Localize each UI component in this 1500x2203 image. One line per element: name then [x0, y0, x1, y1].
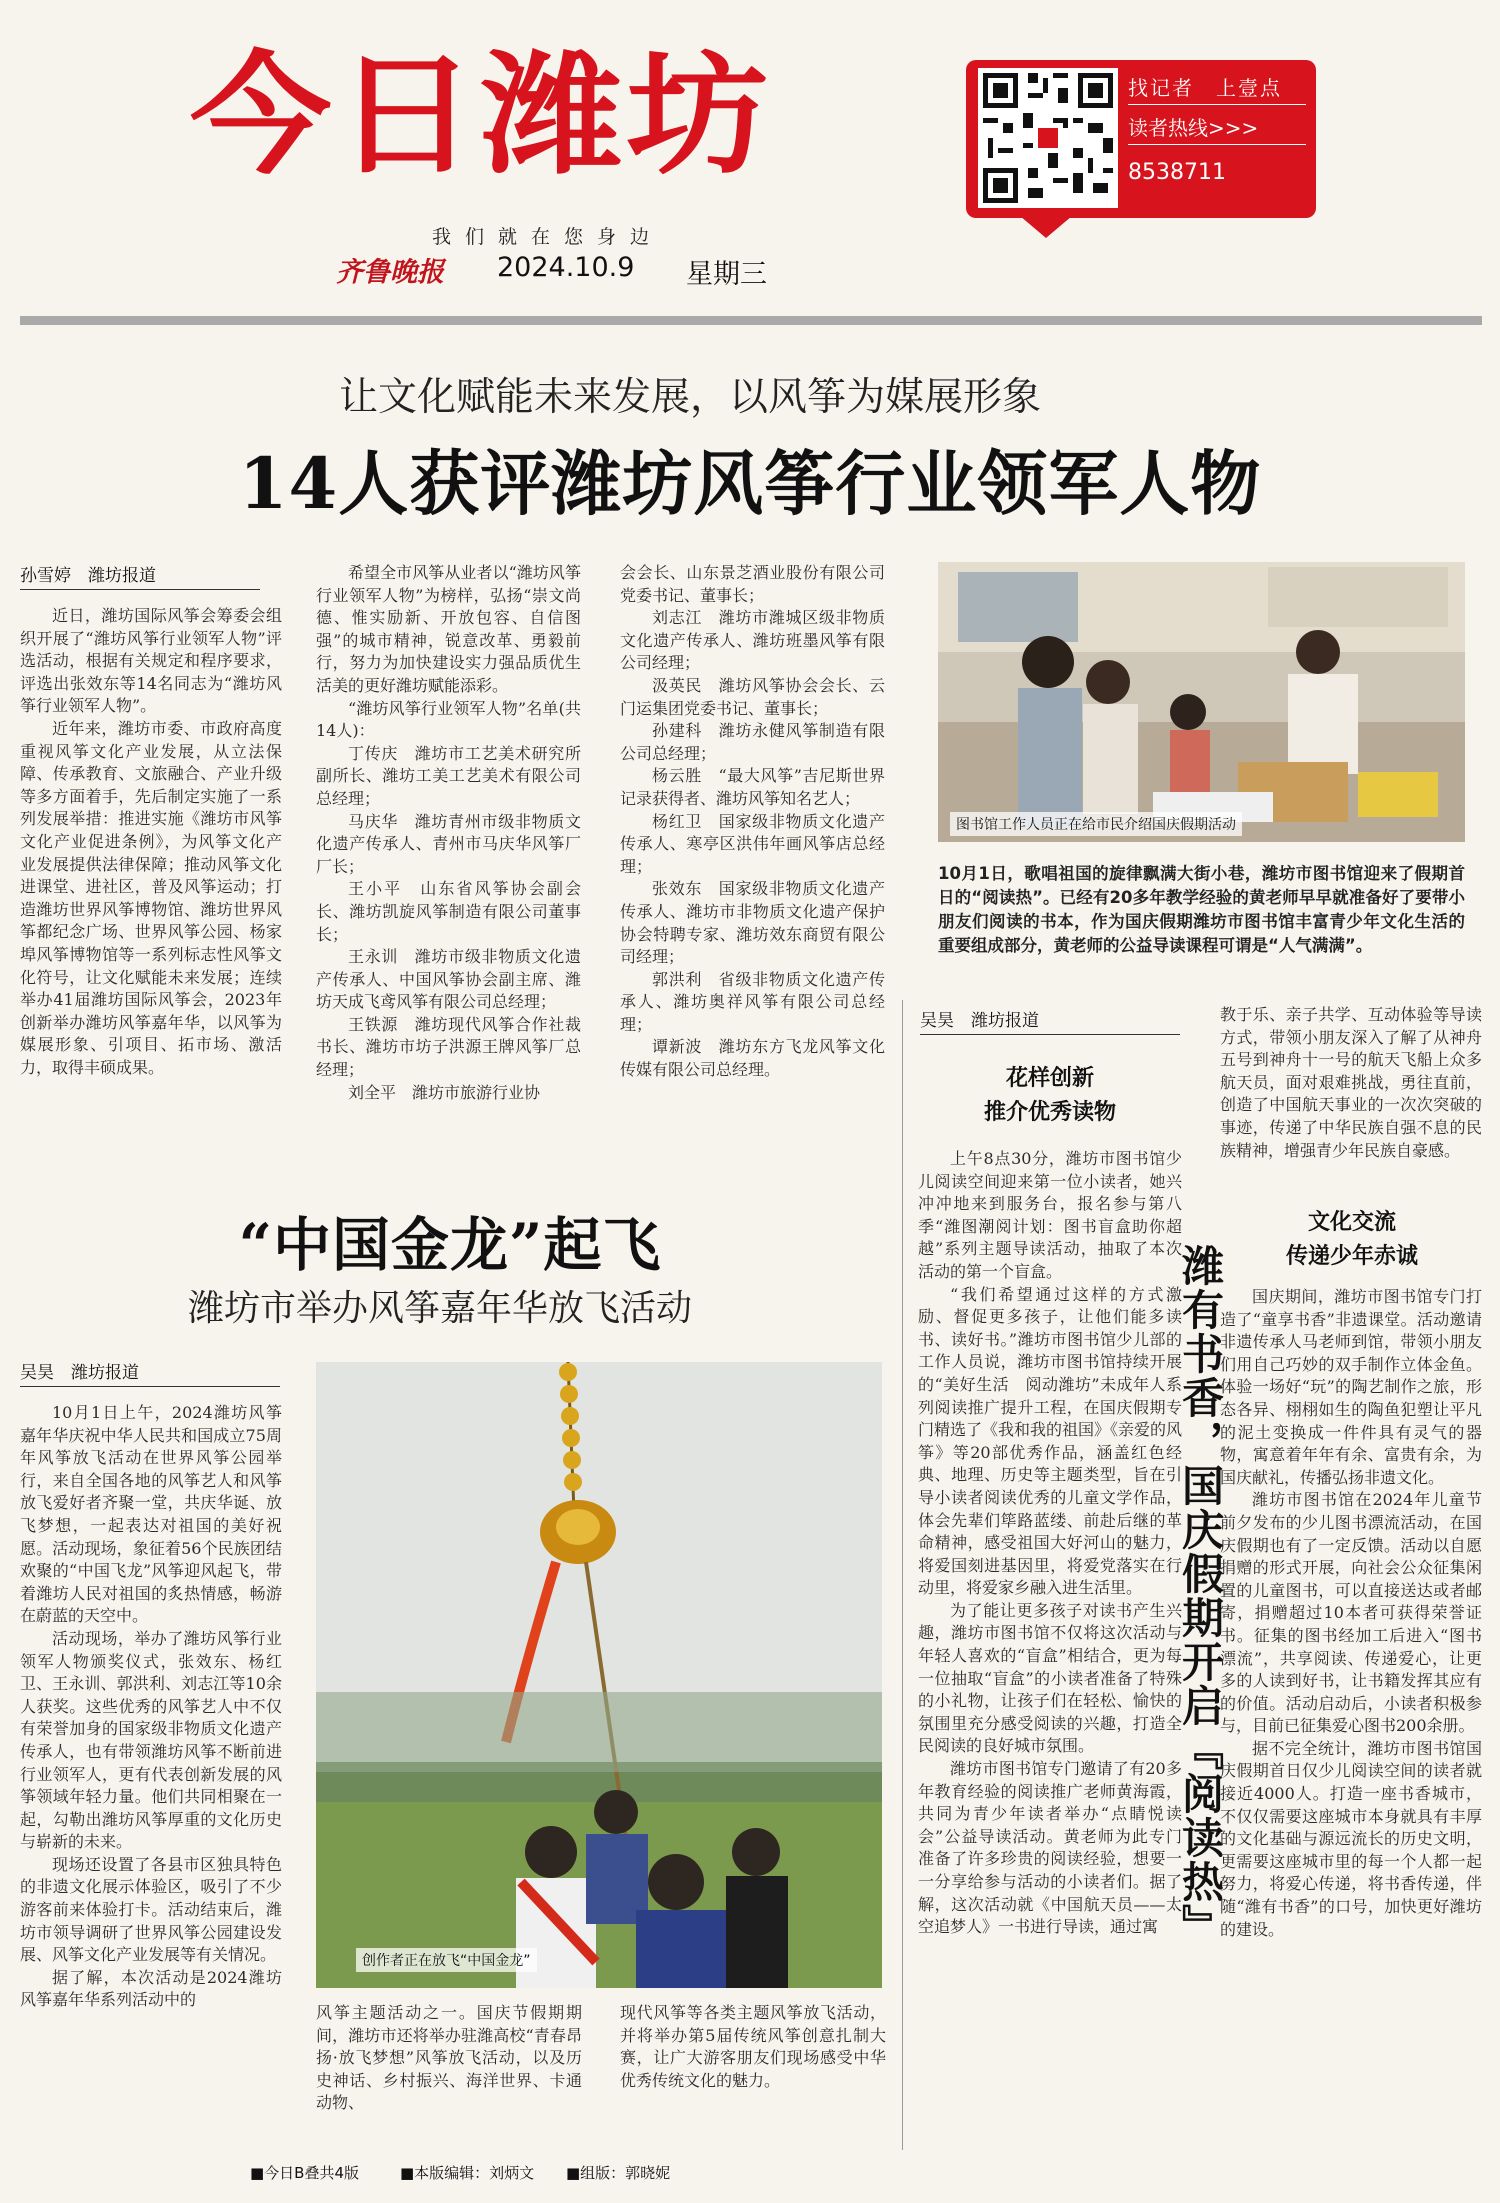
paragraph: 据不完全统计，潍坊市图书馆国庆假期首日仅少儿阅读空间的读者就接近4000人。打造一座书香城市，不仅仅需要这座城市本身就具有丰厚的文化基础与源远流长的历史文明，更需要这座城市里的每一个人都一起努力，将爱心传递，将书香传递，伴随“潍有书香”的口号，加快更好潍坊的建设。	[1220, 1738, 1482, 1939]
lead-headline: 14人获评潍坊风筝行业领军人物	[238, 442, 1262, 525]
paragraph: 为了能让更多孩子对读书产生兴趣，潍坊市图书馆不仅将这次活动与年轻人喜欢的“盲盒”相结合，更为每一位抽取“盲盒”的小读者准备了特殊的小礼物，让孩子们在轻松、愉快的氛围里充分感受阅读的兴趣，打造全民阅读的良好城市氛围。	[918, 1600, 1182, 1756]
dragon-kite-photo	[316, 1362, 882, 1988]
paragraph: 王小平 山东省风筝协会副会长、潍坊凯旋风筝制造有限公司董事长；	[316, 879, 581, 944]
paragraph: 现代风筝等各类主题风筝放飞活动，并将举办第5届传统风筝创意扎制大赛，让广大游客朋友们现场感受中华优秀传统文化的魅力。	[620, 2003, 886, 2090]
paragraph: 会会长、山东景芝酒业股份有限公司党委书记、董事长；	[620, 563, 885, 605]
lead-column-2	[316, 562, 581, 1175]
dragon-photo-caption: 创作者正在放飞“中国金龙”	[356, 1948, 537, 1972]
paragraph: 风筝主题活动之一。国庆节假期期间，潍坊市还将举办驻潍高校“青春昂扬·放飞梦想”风筝放飞活动，以及历史神话、乡村振兴、海洋世界、卡通动物、	[316, 2003, 582, 2113]
qr-code-icon[interactable]	[978, 68, 1118, 208]
paragraph: 丁传庆 潍坊市工艺美术研究所副所长、潍坊工美工艺美术有限公司总经理；	[316, 743, 581, 808]
paragraph: 刘全平 潍坊市旅游行业协	[348, 1082, 541, 1102]
paragraph: 王永训 潍坊市级非物质文化遗产传承人、中国风筝协会副主席、潍坊天成飞鸢风筝有限公司总经理；	[316, 947, 581, 1012]
reading-subhead-2-line2: 传递少年赤诚	[1285, 1244, 1418, 1269]
library-photo-caption: 图书馆工作人员正在给市民介绍国庆假期活动	[950, 812, 1242, 836]
paragraph: 汲英民 潍坊风筝协会会长、云门运集团党委书记、董事长；	[620, 675, 885, 718]
reading-subhead-1-line2: 推介优秀读物	[983, 1100, 1116, 1125]
lead-kicker: 让文化赋能未来发展，以风筝为媒展形象	[338, 375, 1041, 420]
dragon-column-2	[316, 2002, 582, 2114]
paragraph: 潍坊市图书馆在2024年儿童节前夕发布的少儿图书漂流活动，在国庆假期也有了一定反馈。活动以自愿捐赠的形式开展，向社会公众征集闲置的儿童图书，可以直接送达或者邮寄，捐赠超过10本者可获得荣誉证书。征集的图书经加工后进入“图书漂流”，共享阅读、传递爱心，让更多的人读到好书，让书籍发挥其应有的价值。活动启动后，小读者积极参与，目前已征集爱心图书200余册。	[1220, 1490, 1482, 1736]
lead-byline: 孙雪婷 潍坊报道	[20, 561, 260, 590]
footer-designer: ■组版：郭晓妮	[566, 2164, 671, 2182]
dragon-headline: “中国金龙”起飞	[238, 1211, 662, 1279]
reading-vertical-headline: 潍有书香，国庆假期开启『阅读热』	[1176, 1244, 1225, 1948]
paragraph: 杨云胜 “最大风筝”吉尼斯世界记录获得者、潍坊风筝知名艺人；	[620, 766, 885, 808]
reading-column-b	[1220, 1004, 1482, 1204]
paragraph: 张效东 国家级非物质文化遗产传承人、潍坊市非物质文化遗产保护协会特聘专家、潍坊效东商贸有限公司经理；	[620, 879, 885, 967]
promo-line-1: 找记者 上壹点	[1128, 76, 1282, 100]
issue-weekday: 星期三	[686, 259, 767, 290]
paragraph: 近日，潍坊国际风筝会筹委会组织开展了“潍坊风筝行业领军人物”评选活动，根据有关规定和程序要求，评选出张效东等14名同志为“潍坊风筝行业领军人物”。	[20, 606, 282, 716]
reading-subhead-2	[1222, 1206, 1482, 1274]
promo-phone[interactable]: 8538711	[1128, 160, 1226, 185]
library-lede: 10月1日，歌唱祖国的旋律飘满大街小巷，潍坊市图书馆迎来了假期首日的“阅读热”。已经有20多年教学经验的黄老师早早就准备好了要带小朋友们阅读的书本，作为国庆假期潍坊市图书馆丰富青少年文化生活的重要组成部分，黄老师的公益导读课程可谓是“人气满满”。	[938, 864, 1465, 955]
lead-column-3	[620, 562, 885, 1175]
paragraph: 刘志江 潍坊市潍城区级非物质文化遗产传承人、潍坊班墨风筝有限公司经理；	[620, 608, 885, 673]
paragraph: 谭新波 潍坊东方飞龙风筝文化传媒有限公司总经理。	[620, 1037, 885, 1080]
paragraph: 王铁源 潍坊现代风筝合作社裁书长、潍坊市坊子洪源王牌风筝厂总经理；	[316, 1014, 581, 1080]
paragraph: 教于乐、亲子共学、互动体验等导读方式，带领小朋友深入了解了从神舟五号到神舟十一号的航天飞船上众多航天员，面对艰难挑战，勇往直前，创造了中国航天事业的一次次突破的事迹，传递了中华民族自强不息的民族精神，增强青少年民族自豪感。	[1220, 1005, 1482, 1160]
promo-divider-2	[1128, 144, 1306, 145]
paragraph: 现场还设置了各县市区独具特色的非遗文化展示体验区，吸引了不少游客前来体验打卡。活动结束后，潍坊市领导调研了世界风筝公园建设发展、风筝文化产业发展等有关情况。	[20, 1854, 282, 1965]
paragraph: “我们希望通过这样的方式激励、督促更多孩子，让他们能多读书、读好书。”潍坊市图书馆少儿部的工作人员说，潍坊市图书馆持续开展的“美好生活 阅动潍坊”未成年人系列阅读推广提升工程，在国庆假期专门精选了《我和我的祖国》《亲爱的风筝》等20部优秀作品，涵盖红色经典、地理、历史等主题类型，旨在引导小读者阅读优秀的儿童文学作品，体会先辈们筚路蓝缕、前赴后继的革命精神，感受祖国大好河山的魅力，将爱国刻进基因里，将爱党落实在行动里，将爱家乡融入进生活里。	[918, 1284, 1182, 1598]
promo-tail	[1020, 216, 1072, 238]
dragon-column-1	[20, 1402, 282, 2114]
promo-line-2: 读者热线>>>	[1128, 116, 1259, 140]
paragraph: 据了解，本次活动是2024潍坊风筝嘉年华系列活动中的	[20, 1967, 282, 2010]
paragraph: 希望全市风筝从业者以“潍坊风筝行业领军人物”为榜样，弘扬“崇文尚德、惟实励新、开放包容、自信图强”的城市精神，锐意改革、勇毅前行，努力为加快建设实力强品质优生活美的更好潍坊赋能添彩。	[316, 563, 581, 695]
paragraph: 上午8点30分，潍坊市图书馆少儿阅读空间迎来第一位小读者，她兴冲冲地来到服务台，报名参与第八季“潍图潮阅计划：图书盲盒助你超越”系列主题导读活动，抽取了本次活动的第一个盲盒。	[918, 1149, 1182, 1281]
paragraph: 郭洪利 省级非物质文化遗产传承人、潍坊奥祥风筝有限公司总经理；	[620, 969, 885, 1034]
paper-logo: 齐鲁晚报	[336, 257, 444, 288]
library-photo	[938, 562, 1465, 842]
reading-byline: 吴昊 潍坊报道	[920, 1006, 1180, 1035]
reading-subhead-1-line1: 花样创新	[1005, 1066, 1094, 1091]
paragraph: 潍坊市图书馆专门邀请了有20多年教育经验的阅读推广老师黄海霞，共同为青少年读者举办“点睛悦读会”公益导读活动。黄老师为此专门准备了许多珍贵的阅读经验，想要一一分享给参与活动的小读者们。据了解，这次活动就《中国航天员——太空追梦人》一书进行导读，通过寓	[918, 1759, 1182, 1937]
paragraph: 杨红卫 国家级非物质文化遗产传承人、寒亭区洪伟年画风筝店总经理；	[620, 811, 885, 876]
footer-editor: ■本版编辑：刘炳文	[400, 2164, 535, 2182]
paragraph: 马庆华 潍坊青州市级非物质文化遗产传承人、青州市马庆华风筝厂厂长；	[316, 811, 581, 876]
lead-column-1	[20, 605, 282, 1175]
promo-divider	[1128, 104, 1306, 105]
masthead-title: 今日潍坊	[190, 39, 773, 193]
paragraph: 10月1日上午，2024潍坊风筝嘉年华庆祝中华人民共和国成立75周年风筝放飞活动在世界风筝公园举行，来自全国各地的风筝艺人和风筝放飞爱好者齐聚一堂，共庆华诞、放飞梦想，一起表达对祖国的美好祝愿。活动现场，象征着56个民族团结欢聚的“中国飞龙”风筝迎风起飞，带着潍坊人民对祖国的炙热情感，畅游在蔚蓝的天空中。	[20, 1403, 282, 1626]
column-rule	[902, 1000, 903, 2150]
masthead-slogan: 我们就在您身边	[432, 226, 664, 248]
dragon-byline: 吴昊 潍坊报道	[20, 1358, 280, 1387]
paragraph: 近年来，潍坊市委、市政府高度重视风筝文化产业发展，从立法保障、传承教育、文旅融合、产业升级等多方面着手，先后制定实施了一系列发展举措：推进实施《潍坊市风筝文化产业促进条例》，为风筝文化产业发展提供法律保障；推动风筝文化进课堂、进社区，普及风筝运动；打造潍坊世界风筝博物馆、潍坊世界风筝都纪念广场、世界风筝公园、杨家埠风筝博物馆等一系列标志性风筝文化符号，让文化赋能未来发展；连续举办41届潍坊国际风筝会，2023年创新举办潍坊风筝嘉年华，以风筝为媒展形象、引项目、拓市场、激活力，取得丰硕成果。	[20, 718, 282, 1077]
issue-date: 2024.10.9	[497, 252, 635, 283]
footer-pages: ■今日B叠共4版	[250, 2164, 360, 2182]
masthead-rule	[20, 316, 1482, 325]
paragraph: 国庆期间，潍坊市图书馆专门打造了“童享书香”非遗课堂。活动邀请非遗传承人马老师到馆，带领小朋友们用自己巧妙的双手制作立体金鱼。体验一场好“玩”的陶艺制作之旅，形态各异、栩栩如生的陶鱼犯塑让平凡的泥土变换成一件件具有灵气的器物，寓意着年年有余、富贵有余，为国庆献礼，传播弘扬非遗文化。	[1220, 1287, 1482, 1487]
reading-column-a	[918, 1148, 1182, 2148]
dragon-column-3	[620, 2002, 886, 2114]
paragraph: “潍坊风筝行业领军人物”名单(共14人)：	[316, 698, 581, 741]
reading-subhead-2-line1: 文化交流	[1307, 1210, 1396, 1235]
dragon-subheadline: 潍坊市举办风筝嘉年华放飞活动	[187, 1288, 692, 1329]
reading-subhead-1	[920, 1062, 1180, 1130]
paragraph: 活动现场，举办了潍坊风筝行业领军人物颁奖仪式，张效东、杨红卫、王永训、郭洪利、刘志江等10余人获奖。这些优秀的风筝艺人中不仅有荣誉加身的国家级非物质文化遗产传承人，也有带领潍坊风筝不断前进行业领军人，更有代表创新发展的风筝领域年轻力量。他们共同相聚在一起，勾勒出潍坊风筝厚重的文化历史与崭新的未来。	[20, 1628, 282, 1852]
paragraph: 孙建科 潍坊永健风筝制造有限公司总经理；	[620, 721, 885, 763]
reading-column-b2	[1220, 1286, 1482, 2148]
